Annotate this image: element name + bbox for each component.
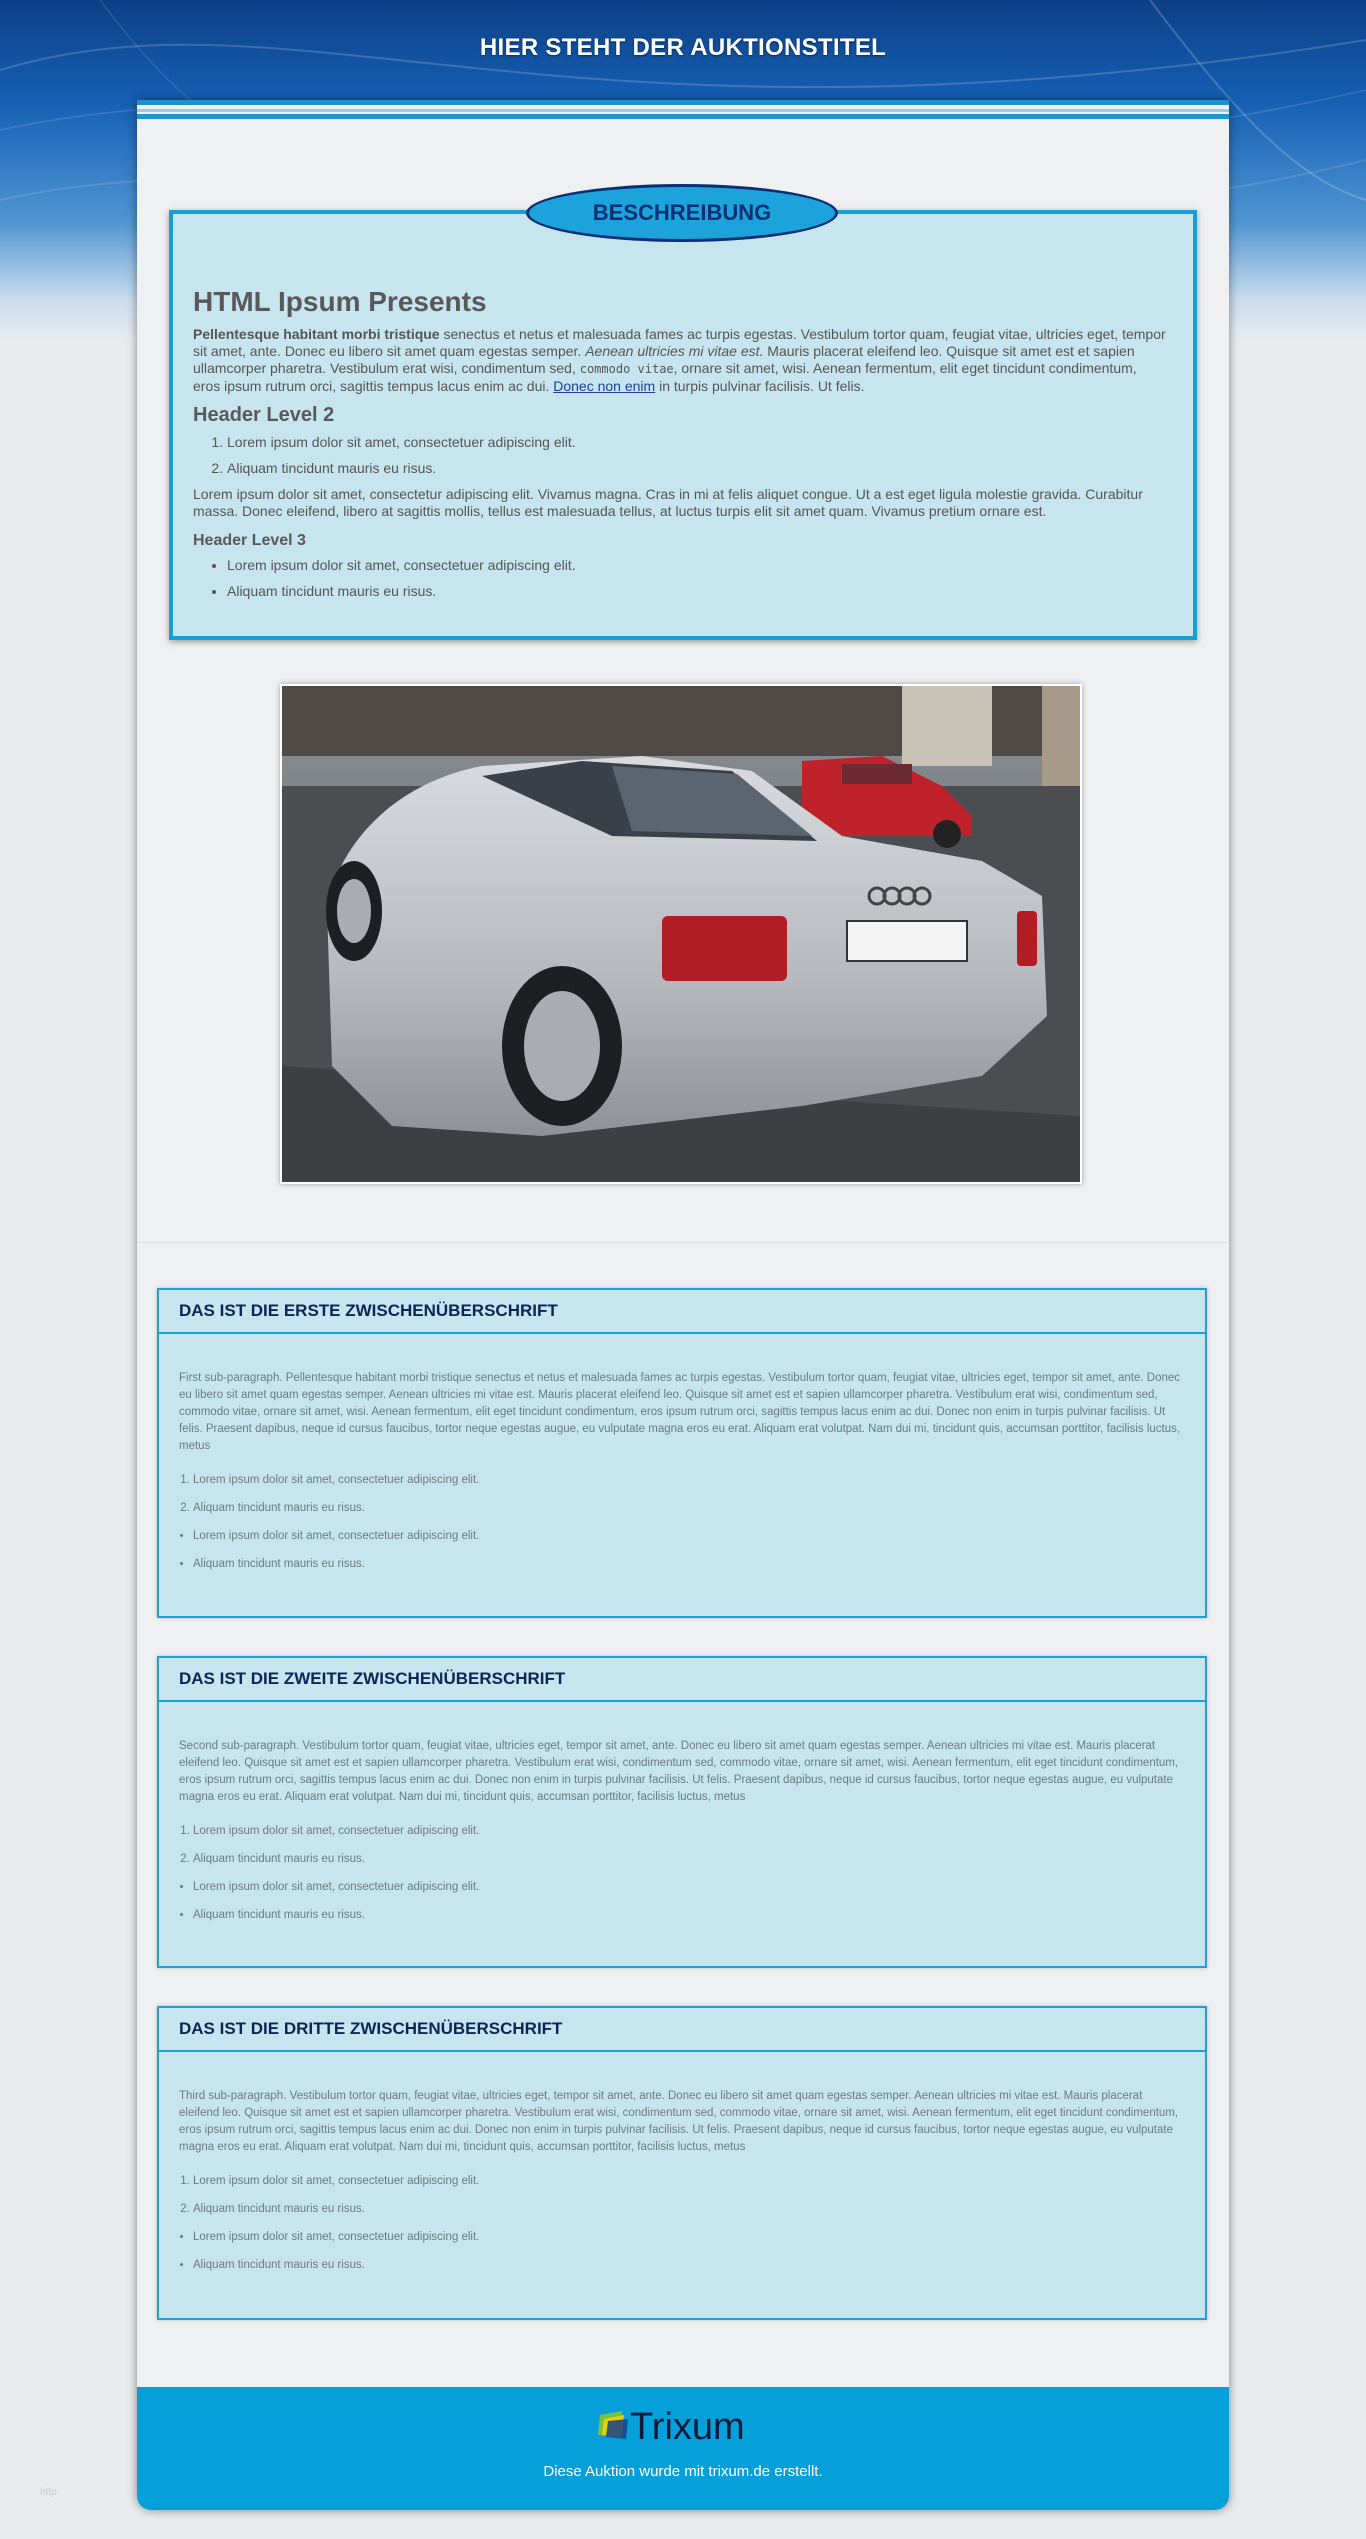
list-item: • Lorem ipsum dolor sit amet, consectetuer adipiscing elit. bbox=[193, 1528, 1183, 1545]
footer-credit: Diese Auktion wurde mit trixum.de erstellt. bbox=[543, 2463, 823, 2480]
list-item: • Aliquam tincidunt mauris eu risus. bbox=[193, 2257, 1183, 2274]
donec-link[interactable]: Donec non enim bbox=[553, 378, 656, 394]
list-item: 1. Lorem ipsum dolor sit amet, consectetuer adipiscing elit. bbox=[193, 2173, 1183, 2190]
list-item: • Lorem ipsum dolor sit amet, consectetuer adipiscing elit. bbox=[193, 1879, 1183, 1896]
description-ordered-list bbox=[193, 434, 1167, 477]
list-item: • Aliquam tincidunt mauris eu risus. bbox=[193, 1556, 1183, 1573]
section-title: DAS IST DIE ERSTE ZWISCHENÜBERSCHRIFT bbox=[159, 1290, 1205, 1334]
section-ordered-list bbox=[179, 2173, 1183, 2218]
section-body bbox=[159, 2052, 1205, 2274]
footer bbox=[137, 2387, 1229, 2510]
list-item: 2. Aliquam tincidunt mauris eu risus. bbox=[193, 1500, 1183, 1517]
description-paragraph-2: Lorem ipsum dolor sit amet, consectetur adipiscing elit. Vivamus magna. Cras in mi at felis aliquet congue. Ut a est eget ligula molestie gravida. Curabitur massa. Donec eleifend, libero at sagittis mollis, tellus est malesuada tellus, at luctus turpis elit sit amet quam. Vivamus pretium ornare est. bbox=[193, 486, 1143, 519]
auction-title: HIER STEHT DER AUKTIONSTITEL bbox=[479, 34, 887, 61]
main-container bbox=[137, 100, 1229, 2510]
description-bullet-list bbox=[193, 557, 1167, 600]
list-item: 1. Lorem ipsum dolor sit amet, consectetuer adipiscing elit. bbox=[227, 434, 1167, 451]
paragraph-text-d: in turpis pulvinar facilisis. Ut felis. bbox=[655, 378, 865, 394]
section-title: DAS IST DIE ZWEITE ZWISCHENÜBERSCHRIFT bbox=[159, 1658, 1205, 1702]
section-divider bbox=[137, 1242, 1229, 1243]
car-photo-illustration bbox=[282, 686, 1080, 1182]
top-stripe-light bbox=[137, 109, 1229, 112]
list-item: 2. Aliquam tincidunt mauris eu risus. bbox=[193, 2201, 1183, 2218]
paragraph-emphasis: Aenean ultricies mi vitae est. bbox=[585, 343, 764, 359]
top-stripe bbox=[137, 100, 1229, 105]
section-bullet-list bbox=[179, 1879, 1183, 1924]
list-item: • Aliquam tincidunt mauris eu risus. bbox=[227, 583, 1167, 600]
header-level-2: Header Level 2 bbox=[193, 404, 335, 426]
section-body bbox=[159, 1334, 1205, 1573]
section-ordered-list bbox=[179, 1823, 1183, 1868]
section-paragraph: Third sub-paragraph. Vestibulum tortor quam, feugiat vitae, ultricies eget, tempor sit amet, ante. Donec eu libero sit amet quam egestas semper. Aenean ultricies mi vitae est. Mauris placerat eleifend leo. Quisque sit amet est et sapien ullamcorper pharetra. Vestibulum erat wisi, condimentum sed, commodo vitae, ornare sit amet, wisi. Aenean fermentum, elit eget tincidunt condimentum, eros ipsum rutrum orci, sagittis tempus lacus enim ac dui. Donec non enim in turpis pulvinar facilisis. Ut felis. Praesent dapibus, neque id cursus faucibus, tortor neque egestas augue, eu vulputate magna eros eu erat. Aliquam erat volutpat. Nam dui mi, tincidunt quis, accumsan porttitor, facilisis luctus, metus bbox=[179, 2090, 1179, 2153]
paragraph-text-a: senectus et netus et malesuada fames ac turpis egestas. Vestibulum tortor quam, feugiat vitae, ultricies eget, tempor sit amet, ante. Donec eu libero sit amet quam egestas semper. bbox=[193, 326, 1166, 359]
description-badge: BESCHREIBUNG bbox=[526, 184, 838, 242]
list-item: • Lorem ipsum dolor sit amet, consectetuer adipiscing elit. bbox=[227, 557, 1167, 574]
section-paragraph: Second sub-paragraph. Vestibulum tortor quam, feugiat vitae, ultricies eget, tempor sit amet, ante. Donec eu libero sit amet quam egestas semper. Aenean ultricies mi vitae est. Mauris placerat eleifend leo. Quisque sit amet est et sapien ullamcorper pharetra. Vestibulum erat wisi, condimentum sed, commodo vitae, ornare sit amet, wisi. Aenean fermentum, elit eget tincidunt condimentum, eros ipsum rutrum orci, sagittis tempus lacus enim ac dui. Donec non enim in turpis pulvinar facilisis. Ut felis. Praesent dapibus, neque id cursus faucibus, tortor neque egestas augue, eu vulputate magna eros eu erat. Aliquam erat volutpat. Nam dui mi, tincidunt quis, accumsan porttitor, facilisis luctus, metus bbox=[179, 1740, 1179, 1803]
paragraph-text-b: Mauris placerat eleifend leo. Quisque sit amet est et sapien ullamcorper pharetra. Vestibulum erat wisi, condimentum sed, bbox=[193, 343, 1135, 376]
section-body bbox=[159, 1702, 1205, 1924]
paragraph-code: commodo vitae bbox=[579, 362, 674, 376]
section-bullet-list bbox=[179, 1528, 1183, 1573]
list-item: • Aliquam tincidunt mauris eu risus. bbox=[193, 1907, 1183, 1924]
trixum-logo[interactable] bbox=[594, 2401, 794, 2454]
section-bullet-list bbox=[179, 2229, 1183, 2274]
list-item: 1. Lorem ipsum dolor sit amet, consectetuer adipiscing elit. bbox=[193, 1823, 1183, 1840]
corner-text: http bbox=[40, 2487, 57, 2498]
list-item: 1. Lorem ipsum dolor sit amet, consectetuer adipiscing elit. bbox=[193, 1472, 1183, 1489]
list-item: 2. Aliquam tincidunt mauris eu risus. bbox=[227, 460, 1167, 477]
logo-text: Trixum bbox=[630, 2406, 745, 2448]
car-photo bbox=[280, 684, 1082, 1184]
section-box-3 bbox=[157, 2006, 1207, 2320]
description-heading: HTML Ipsum Presents bbox=[193, 286, 487, 317]
top-stripe-bottom bbox=[137, 114, 1229, 119]
description-box bbox=[169, 210, 1197, 640]
list-item: 2. Aliquam tincidunt mauris eu risus. bbox=[193, 1851, 1183, 1868]
section-box-2 bbox=[157, 1656, 1207, 1968]
section-paragraph: First sub-paragraph. Pellentesque habitant morbi tristique senectus et netus et malesuada fames ac turpis egestas. Vestibulum tortor quam, feugiat vitae, ultricies eget, tempor sit amet, ante. Donec eu libero sit amet quam egestas semper. Aenean ultricies mi vitae est. Mauris placerat eleifend leo. Quisque sit amet est et sapien ullamcorper pharetra. Vestibulum erat wisi, condimentum sed, commodo vitae, ornare sit amet, wisi. Aenean fermentum, elit eget tincidunt condimentum, eros ipsum rutrum orci, sagittis tempus lacus enim ac dui. Donec non enim in turpis pulvinar facilisis. Ut felis. Praesent dapibus, neque id cursus faucibus, tortor neque egestas augue, eu vulputate magna eros eu erat. Aliquam erat volutpat. Nam dui mi, tincidunt quis, accumsan porttitor, facilisis luctus, metus bbox=[179, 1372, 1181, 1452]
header-level-3: Header Level 3 bbox=[193, 532, 306, 549]
section-ordered-list bbox=[179, 1472, 1183, 1517]
section-title: DAS IST DIE DRITTE ZWISCHENÜBERSCHRIFT bbox=[159, 2008, 1205, 2052]
paragraph-strong: Pellentesque habitant morbi tristique bbox=[193, 326, 440, 342]
description-content bbox=[193, 286, 1167, 609]
section-box-1 bbox=[157, 1288, 1207, 1618]
trixum-logo-icon bbox=[594, 2401, 794, 2449]
description-paragraph bbox=[193, 326, 1167, 395]
paragraph-text-c: , ornare sit amet, wisi. Aenean fermentum, elit eget tincidunt condimentum, eros ipsum rutrum orci, sagittis tempus lacus enim ac dui. bbox=[193, 360, 1137, 394]
list-item: • Lorem ipsum dolor sit amet, consectetuer adipiscing elit. bbox=[193, 2229, 1183, 2246]
